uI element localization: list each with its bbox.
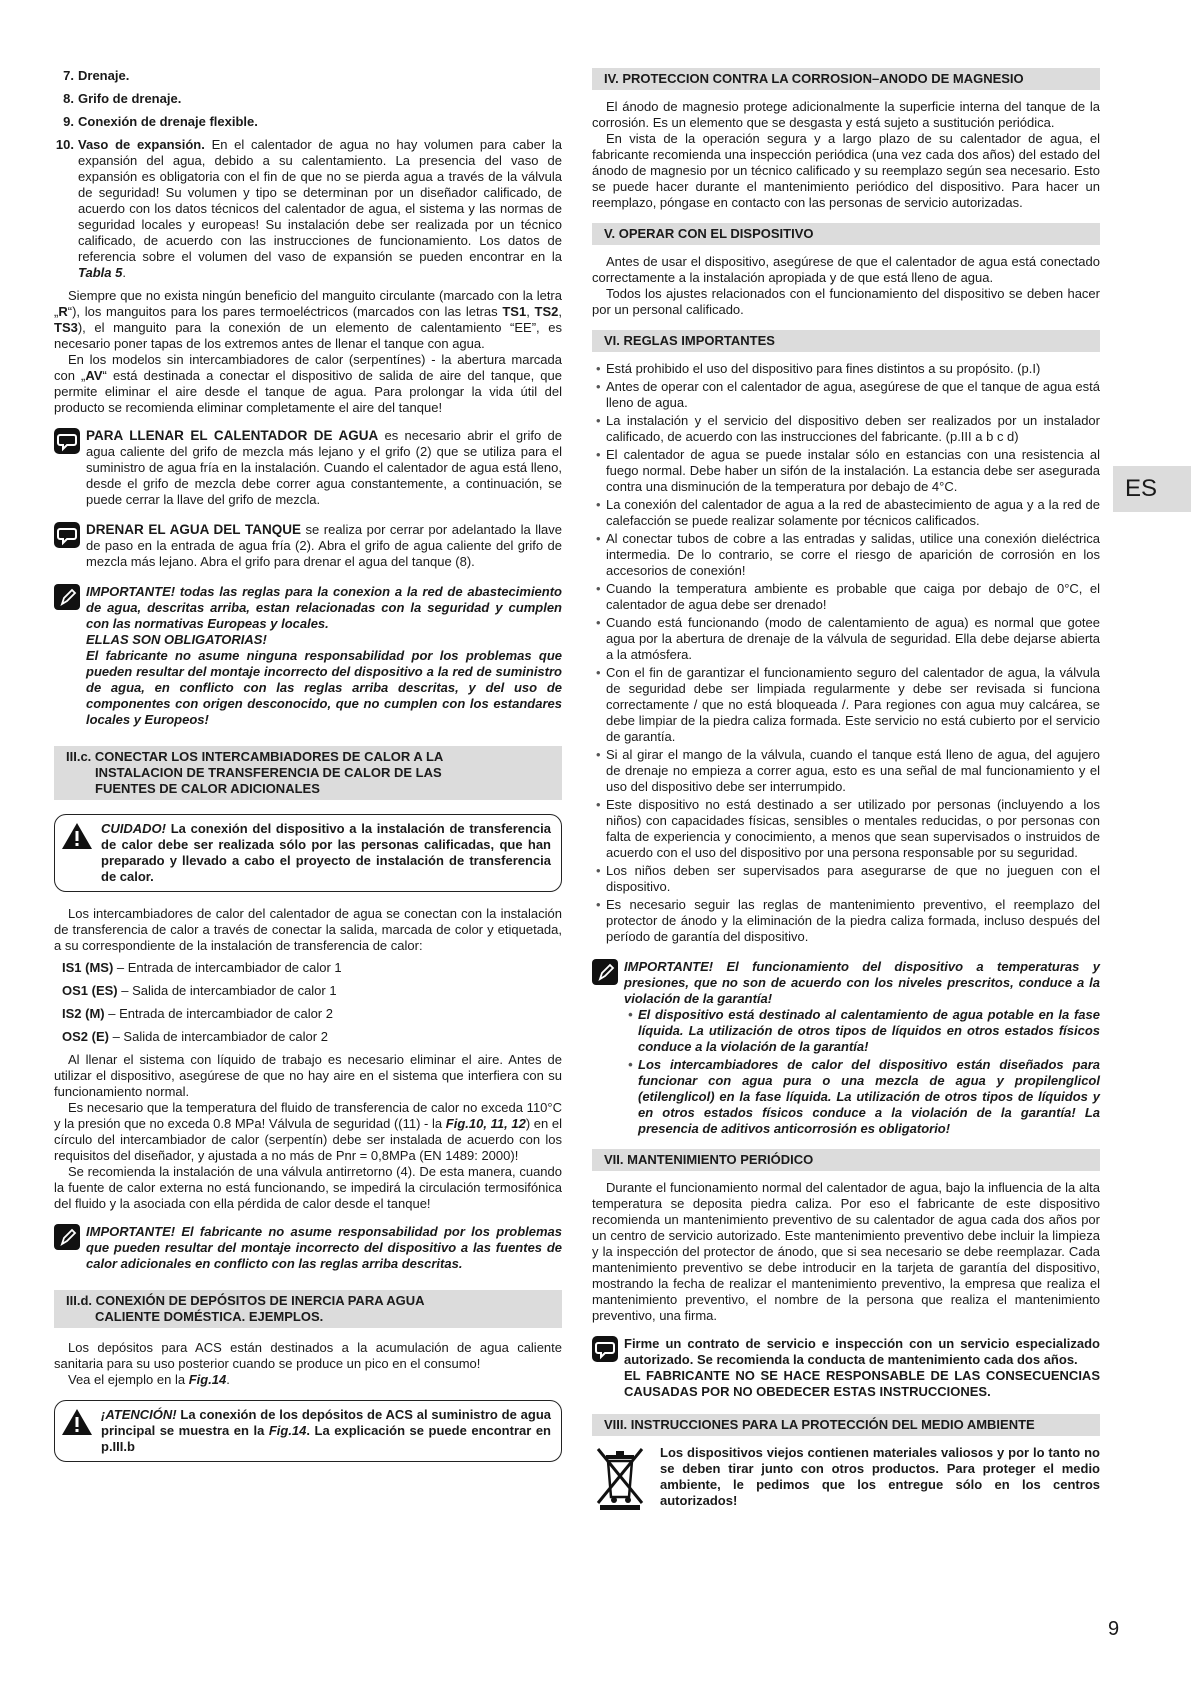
paragraph: El ánodo de magnesio protege adicionalmente la superficie interna del tanque de la corrosión. Es un elemento que se desgasta y está sujeto a sustitución periódica. [592,99,1100,130]
section-heading-iii-d: III.d. CONEXIÓN DE DEPÓSITOS DE INERCIA PARA AGUA CALIENTE DOMÉSTICA. EJEMPLOS. [54,1290,562,1328]
note-title: PARA LLENAR EL CALENTADOR DE AGUA [86,428,379,443]
list-item: • El dispositivo está destinado al calentamiento de agua potable en la fase líquida. La utilización de otros tipos de líquidos en otros estados físicos conduce a la violación de la garantía! [624,1007,1100,1055]
rules-list [592,361,1100,945]
section-heading-vii: VII. MANTENIMIENTO PERIÓDICO [592,1149,1100,1171]
pencil-icon [54,1224,80,1272]
warning-triangle-icon [61,1407,95,1455]
list-item: • Los niños deben ser supervisados para asegurarse de que no jueguen con el dispositivo. [592,863,1100,895]
important-note: IMPORTANTE! El fabricante no asume responsabilidad por los problemas que pueden resultar del montaje incorrecto del dispositivo a las fuentes de calor adicionales en conflicto con las reglas arriba descritas. [54,1224,562,1272]
section-heading-vi: VI. REGLAS IMPORTANTES [592,330,1100,352]
caution-box: CUIDADO! La conexión del dispositivo a la instalación de transferencia de calor debe ser realizada sólo por las personas calificadas, que han preparado y llevado a cabo el proyecto de instalación de transferencia de calor. [54,814,562,892]
hx-item: OS2 (E) – Salida de intercambiador de calor 2 [62,1029,328,1044]
list-item: • Este dispositivo no está destinado a ser utilizado por personas (incluyendo a los niños) con capacidades físicas, sensibles o mentales reducidas, o por personas con falta de experiencia y conocimiento, a menos que sean supervisados o instruidos de acuerdo con el uso del dispositivo por una persona responsable por su seguridad. [592,797,1100,861]
hx-item: IS1 (MS) – Entrada de intercambiador de calor 1 [62,960,342,975]
list-item: • El calentador de agua se puede instalar sólo en estancias con una resistencia al fuego normal. Debe haber un sifón de la instalación. La estancia debe ser asegurada contra una disminución de la temperatura por debajo de 4°C. [592,447,1100,495]
item-title: Vaso de expansión. [78,137,205,152]
paragraph: Antes de usar el dispositivo, asegúrese de que el calentador de agua está conectado correctamente a la instalación apropiada y de que está lleno de agua. [592,254,1100,285]
paragraph: En vista de la operación segura y a largo plazo de su calentador de agua, el fabricante recomienda una inspección periódica (una vez cada dos años) del estado del ánodo de magnesio por un técnico calificado y su reemplazo según sea necesario. Esto se puede hacer durante el mantenimiento periódico del dispositivo. Para hacer un reemplazo, póngase en contacto con las personas de servicio autorizadas. [592,131,1100,210]
pencil-icon [592,959,618,1139]
list-item: • Cuando la temperatura ambiente es probable que caiga por debajo de 0°C, el calentador de agua debe ser drenado! [592,581,1100,613]
paragraph: Vea el ejemplo en la Fig.14. [68,1372,230,1387]
paragraph: Durante el funcionamiento normal del calentador de agua, bajo la influencia de la alta temperatura se deposita piedra caliza. Por eso el fabricante de este dispositivo recomienda un mantenimiento preventivo de su calentador de agua cada dos años por un centro de servicio autorizado. Este mantenimiento preventivo debe incluir la limpieza y la inspección del protector de ánodo, que si sea necesario se debe reemplazar. Cada mantenimiento preventivo se debe introducir en la tarjeta de garantía del dispositivo, mostrando la fecha de realizar el mantenimiento preventivo, la empresa que realiza el mantenimiento preventivo, el nombre de la persona que realiza el mantenimiento preventivo, una firma. [592,1180,1100,1323]
right-column [592,68,1100,1515]
list-item: 7. Drenaje. [63,68,130,83]
list-item: • Es necesario seguir las reglas de mantenimiento preventivo, el reemplazo del protector de ánodo y la eliminación de la piedra caliza formada, incluso después del período de garantía del dispositivo. [592,897,1100,945]
environment-note: Los dispositivos viejos contienen materiales valiosos y por lo tanto no se deben tirar junto con otros productos. Para proteger el medio ambiente, le pedimos que los entregue sólo en los centros autorizados! [592,1445,1100,1515]
paragraph: Todos los ajustes relacionados con el funcionamiento del dispositivo se deben hacer por un personal calificado. [592,286,1100,317]
service-contract-note: Firme un contrato de servicio e inspección con un servicio especializado autorizado. Se recomienda la conducta de mantenimiento cada dos años. EL FABRICANTE NO SE HACE RESPONSABLE DE LAS CONSECUENCIAS CAUSADAS POR NO OBEDECER ESTAS INSTRUCCIONES. [592,1336,1100,1400]
speech-bubble-icon [592,1336,618,1400]
paragraph: En los modelos sin intercambiadores de calor (serpentínes) - la abertura marcada con „AV“ está destinada a conectar el dispositivo de salida de aire del tanque, que permite eliminar el aire desde el tanque de agua. Para prolongar la vida útil del producto se recomienda eliminar completamente el aire del tanque! [54,352,562,415]
speech-bubble-icon [54,522,80,570]
speech-bubble-icon [54,428,80,508]
list-item: • La conexión del calentador de agua a la red de abastecimiento de agua y a la red de calefacción se puede realizar solamente por técnicos calificados. [592,497,1100,529]
note-title: DRENAR EL AGUA DEL TANQUE [86,522,301,537]
important-note: IMPORTANTE! El funcionamiento del dispositivo a temperaturas y presiones, que no son de acuerdo con los niveles prescritos, conduce a la violación de la garantía! • El dispositivo está destinado al calentamiento de agua potable en la fase líquida. La utilización de otros tipos de líquidos en otros estados físicos conduce a la violación de la garantía! • Los intercambiadores de calor del dispositivo están diseñados para funcionar con agua pura o una mezcla de agua y propilenglicol (etilenglicol) en la fase líquida. La utilización de otros tipos de líquidos y en otros estados físicos conduce a la violación de la garantía! La presencia de aditivos anticorrosión es obligatorio! [592,959,1100,1139]
paragraph: Al llenar el sistema con líquido de trabajo es necesario eliminar el aire. Antes de utilizar el dispositivo, asegúrese de que no hay aire en el sistema que interfiera con su funcionamiento normal. [54,1052,562,1099]
fill-note: PARA LLENAR EL CALENTADOR DE AGUA es necesario abrir el grifo de agua caliente del grifo de mezcla más lejano y el grifo (2) que se utiliza para el suministro de agua fría en la instalación. Cuando el calentador de agua está lleno, desde el grifo de mezcla debe correr agua constantemente, a continuación, se puede cerrar la llave del grifo de mezcla. [54,428,562,508]
attention-box: ¡ATENCIÓN! La conexión de los depósitos de ACS al suministro de agua principal se muestra en la Fig.14. La explicación se puede encontrar en p.III.b [54,1400,562,1462]
paragraph: Los intercambiadores de calor del calentador de agua se conectan con la instalación de transferencia de calor a través de conectar la salida, marcada de color y etiquetada, a su correspondiente de la instalación de transferencia de calor: [54,906,562,953]
list-item-expansion-vessel: 10. Vaso de expansión. En el calentador de agua no hay volumen para caber la expansión del agua, debido a su calentamiento. La presencia del vaso de expansión es obligatoria con el fin de que no se pierda agua a través de la válvula de seguridad! Su volumen y tipo se determinan por un diseñador calificado, de acuerdo con los datos técnicos del calentador de agua, el sistema y las normas de seguridad locales y europeas! Su instalación debe ser realizada por un técnico calificado, de acuerdo con las instrucciones de funcionamiento. Los datos de referencia sobre el volumen del vaso de expansión se pueden encontrar en la Tabla 5. [55,137,562,280]
list-item: • Los intercambiadores de calor del dispositivo están diseñados para funcionar con agua pura o una mezcla de agua y propilenglicol (etilenglicol) en la fase líquida. La utilización de otros tipos de líquidos y en otros estados físicos conduce a la violación de la garantía! La presencia de aditivos anticorrosión es obligatorio! [624,1057,1100,1137]
list-item: • Cuando está funcionando (modo de calentamiento de agua) es normal que gotee agua por la abertura de drenaje de la válvula de seguridad. Ella debe dejarse abierta a la atmósfera. [592,615,1100,663]
page-number: 9 [1108,1618,1120,1640]
language-tab: ES [1113,466,1191,512]
list-item: • Está prohibido el uso del dispositivo para fines distintos a su propósito. (p.I) [592,361,1100,377]
table-reference: Tabla 5 [78,265,123,280]
section-heading-v: V. OPERAR CON EL DISPOSITIVO [592,223,1100,245]
list-item: • Si al girar el mango de la válvula, cuando el tanque está lleno de agua, del agujero de drenaje no empieza a correr agua, esto es una señal de mal funcionamiento y el uso del dispositivo debe ser interrumpido. [592,747,1100,795]
pencil-icon [54,584,80,728]
list-item: • La instalación y el servicio del dispositivo deben ser realizados por un instalador calificado, de acuerdo con las instrucciones del fabricante. (p.III a b c d) [592,413,1100,445]
warning-triangle-icon [61,821,95,885]
list-item: 9. Conexión de drenaje flexible. [63,114,258,129]
drain-note: DRENAR EL AGUA DEL TANQUE se realiza por cerrar por adelantado la llave de paso en la entrada de agua fría (2). Abra el grifo de agua caliente del grifo de mezcla más lejano. Abra el grifo para drenar el agua del tanque (8). [54,522,562,570]
left-column [54,68,562,1476]
hx-item: OS1 (ES) – Salida de intercambiador de calor 1 [62,983,337,998]
section-heading-viii: VIII. INSTRUCCIONES PARA LA PROTECCIÓN DEL MEDIO AMBIENTE [592,1414,1100,1436]
crossed-bin-icon [592,1445,648,1515]
list-item: • Con el fin de garantizar el funcionamiento seguro del calentador de agua, la válvula de seguridad debe ser limpiada regularmente y debe ser revisada si funciona correctamente / que no está bloqueada /. Para regiones con agua muy calcárea, se debe limpiar de la piedra caliza formada. Este servicio no está cubierto por el servicio de garantía. [592,665,1100,745]
section-heading-iii-c: III.c. CONECTAR LOS INTERCAMBIADORES DE CALOR A LA INSTALACION DE TRANSFERENCIA DE CALOR DE LAS FUENTES DE CALOR ADICIONALES [54,746,562,800]
important-note: IMPORTANTE! todas las reglas para la conexion a la red de abastecimiento de agua, descritas arriba, estan relacionadas con la seguridad y cumplen con las normativas Europeas y locales. ELLAS SON OBLIGATORIAS! El fabricante no asume ninguna responsabilidad por los problemas que pueden resultar del montaje incorrecto del dispositivo a la red de suministro de agua, en conflicto con las reglas arriba descritas, y del uso de componentes con origen desconocido, que no cumplen con los estandares locales y Europeos! [54,584,562,728]
paragraph: Los depósitos para ACS están destinados a la acumulación de agua caliente sanitaria para su uso posterior cuando se produce un pico en el consumo! [54,1340,562,1371]
hx-item: IS2 (M) – Entrada de intercambiador de calor 2 [62,1006,333,1021]
paragraph: Siempre que no exista ningún beneficio del manguito circulante (marcado con la letra „R“), los manguitos para los pares termoeléctricos (marcados con las letras TS1, TS2, TS3), el manguito para la conexión de un elemento de calentamiento “EE”, es necesario poner tapas de los extremos antes de llenar el tanque con agua. [54,288,562,351]
paragraph: Es necesario que la temperatura del fluido de transferencia de calor no exceda 110°C y la presión que no exceda 0.8 MPa! Válvula de seguridad ((11) - la Fig.10, 11, 12) en el círculo del intercambiador de calor (serpentín) debe ser instalada de acuerdo con los requisitos del diseñador, y ajustada a no más de Pnr = 0,8MPa (EN 1489: 2000)! [54,1100,562,1163]
list-item: • Al conectar tubos de cobre a las entradas y salidas, utilice una conexión dieléctrica intermedia. De lo contrario, se corre el riesgo de aparición de corrosión en los accesorios de conexión! [592,531,1100,579]
section-heading-iv: IV. PROTECCION CONTRA LA CORROSION–ANODO DE MAGNESIO [592,68,1100,90]
list-item: • Antes de operar con el calentador de agua, asegúrese de que el tanque de agua está lleno de agua. [592,379,1100,411]
list-item: 8. Grifo de drenaje. [63,91,182,106]
paragraph: Se recomienda la instalación de una válvula antirretorno (4). De esta manera, cuando la fuente de calor externa no está funcionando, se impedirá la circulación termosifónica del fluido y la asociada con ella pérdida de calor desde el tanque! [54,1164,562,1211]
